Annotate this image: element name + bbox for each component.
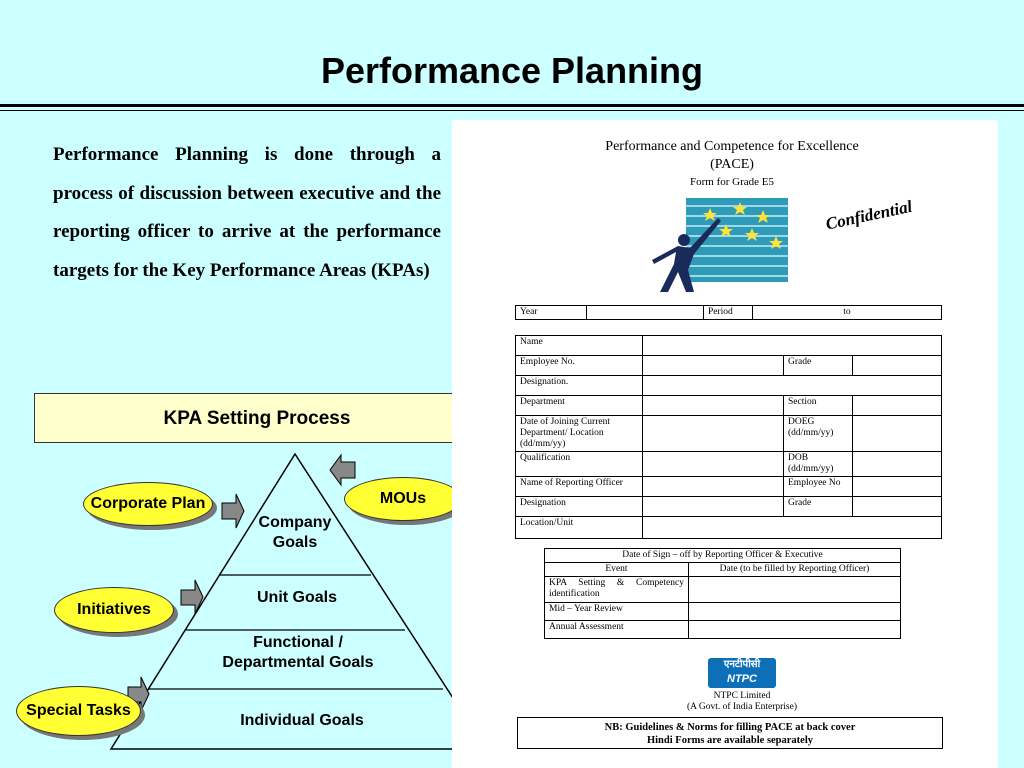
grade-label: Grade bbox=[784, 356, 853, 376]
oval-initiatives bbox=[54, 587, 174, 633]
signoff-header: Date of Sign – off by Reporting Officer & Executive bbox=[545, 549, 901, 563]
corporate-plan-label: Corporate Plan bbox=[90, 495, 206, 512]
section-label: Section bbox=[784, 396, 853, 416]
name-value bbox=[643, 336, 942, 356]
mous-label: MOUs bbox=[379, 490, 427, 507]
period-table bbox=[515, 305, 942, 320]
section-value bbox=[853, 396, 942, 416]
reporting-officer-label: Name of Reporting Officer bbox=[516, 477, 643, 497]
employee-no2-value bbox=[853, 477, 942, 497]
designation-label: Designation bbox=[516, 497, 643, 517]
arrow-initiatives bbox=[181, 580, 203, 614]
doeg-value bbox=[853, 416, 942, 452]
doj-value bbox=[643, 416, 784, 452]
oval-mous bbox=[344, 477, 462, 521]
year-label: Year bbox=[516, 306, 587, 320]
reporting-officer-value bbox=[643, 477, 784, 497]
intro-paragraph: Performance Planning is done through a process of discussion between executive and the reporting officer to arrive at the performance targets for the Key Performance Areas (KPAs) bbox=[53, 144, 441, 281]
year-value bbox=[587, 306, 704, 320]
employee-details-table bbox=[515, 335, 942, 539]
arrow-mous bbox=[330, 455, 355, 485]
employee-no-value bbox=[643, 356, 784, 376]
qualification-value bbox=[643, 452, 784, 477]
signoff-col-event: Event bbox=[545, 563, 689, 577]
signoff-row-midyear: Mid – Year Review bbox=[545, 603, 689, 621]
pyramid-level-unit-goals: Unit Goals bbox=[256, 589, 337, 606]
department-value bbox=[643, 396, 784, 416]
doeg-label: DOEG (dd/mm/yy) bbox=[784, 416, 853, 452]
oval-corporate-plan bbox=[83, 482, 213, 526]
dob-label: DOB (dd/mm/yy) bbox=[784, 452, 853, 477]
form-subtitle: Form for Grade E5 bbox=[689, 176, 774, 188]
designation-dot-value bbox=[643, 376, 942, 396]
location-value bbox=[643, 517, 942, 539]
location-label: Location/Unit bbox=[516, 517, 643, 539]
confidential-stamp: Confidential bbox=[824, 196, 914, 234]
ntpc-logo-text: NTPC bbox=[727, 673, 757, 685]
pyramid-level-company-goals: Company Goals bbox=[258, 514, 332, 551]
designation-dot-label: Designation. bbox=[516, 376, 643, 396]
grade-value bbox=[853, 356, 942, 376]
signoff-row-annual-date bbox=[689, 621, 901, 639]
special-tasks-label: Special Tasks bbox=[26, 702, 131, 719]
form-title-line2: (PACE) bbox=[710, 157, 754, 172]
employee-no2-label: Employee No bbox=[784, 477, 853, 497]
designation-value bbox=[643, 497, 784, 517]
pace-logo-icon bbox=[648, 194, 798, 294]
signoff-row-midyear-date bbox=[689, 603, 901, 621]
department-label: Department bbox=[516, 396, 643, 416]
dob-value bbox=[853, 452, 942, 477]
signoff-row-kpa-date bbox=[689, 577, 901, 603]
note-box bbox=[517, 717, 943, 749]
oval-special-tasks bbox=[16, 686, 141, 736]
qualification-label: Qualification bbox=[516, 452, 643, 477]
period-label: Period bbox=[704, 306, 753, 320]
signoff-row-annual: Annual Assessment bbox=[545, 621, 689, 639]
ntpc-org-line1: NTPC Limited bbox=[713, 691, 771, 701]
form-title-line1: Performance and Competence for Excellence bbox=[605, 139, 859, 154]
note-line1: NB: Guidelines & Norms for filling PACE at back cover bbox=[604, 722, 856, 733]
initiatives-label: Initiatives bbox=[77, 601, 151, 618]
signoff-table bbox=[544, 548, 901, 639]
signoff-row-kpa: KPA Setting & Competency identification bbox=[545, 577, 689, 603]
grade2-label: Grade bbox=[784, 497, 853, 517]
slide-title: Performance Planning bbox=[320, 50, 704, 91]
period-to: to bbox=[753, 306, 942, 320]
name-label: Name bbox=[516, 336, 643, 356]
ntpc-org-line2: (A Govt. of India Enterprise) bbox=[686, 702, 797, 712]
ntpc-logo bbox=[708, 658, 776, 688]
doj-label: Date of Joining Current Department/ Location (dd/mm/yy) bbox=[516, 416, 643, 452]
note-line2: Hindi Forms are available separately bbox=[646, 735, 814, 746]
ntpc-logo-hindi: एनटीपीसी bbox=[723, 659, 761, 670]
pyramid-level-individual-goals: Individual Goals bbox=[240, 712, 364, 729]
kpa-setting-box: KPA Setting Process bbox=[34, 393, 480, 443]
grade2-value bbox=[853, 497, 942, 517]
employee-no-label: Employee No. bbox=[516, 356, 643, 376]
signoff-col-date: Date (to be filled by Reporting Officer) bbox=[689, 563, 901, 577]
form-title bbox=[572, 138, 892, 174]
pyramid-level-functional-goals: Functional / Departmental Goals bbox=[222, 634, 374, 671]
pace-form bbox=[452, 120, 998, 768]
ntpc-org-text bbox=[632, 691, 852, 713]
